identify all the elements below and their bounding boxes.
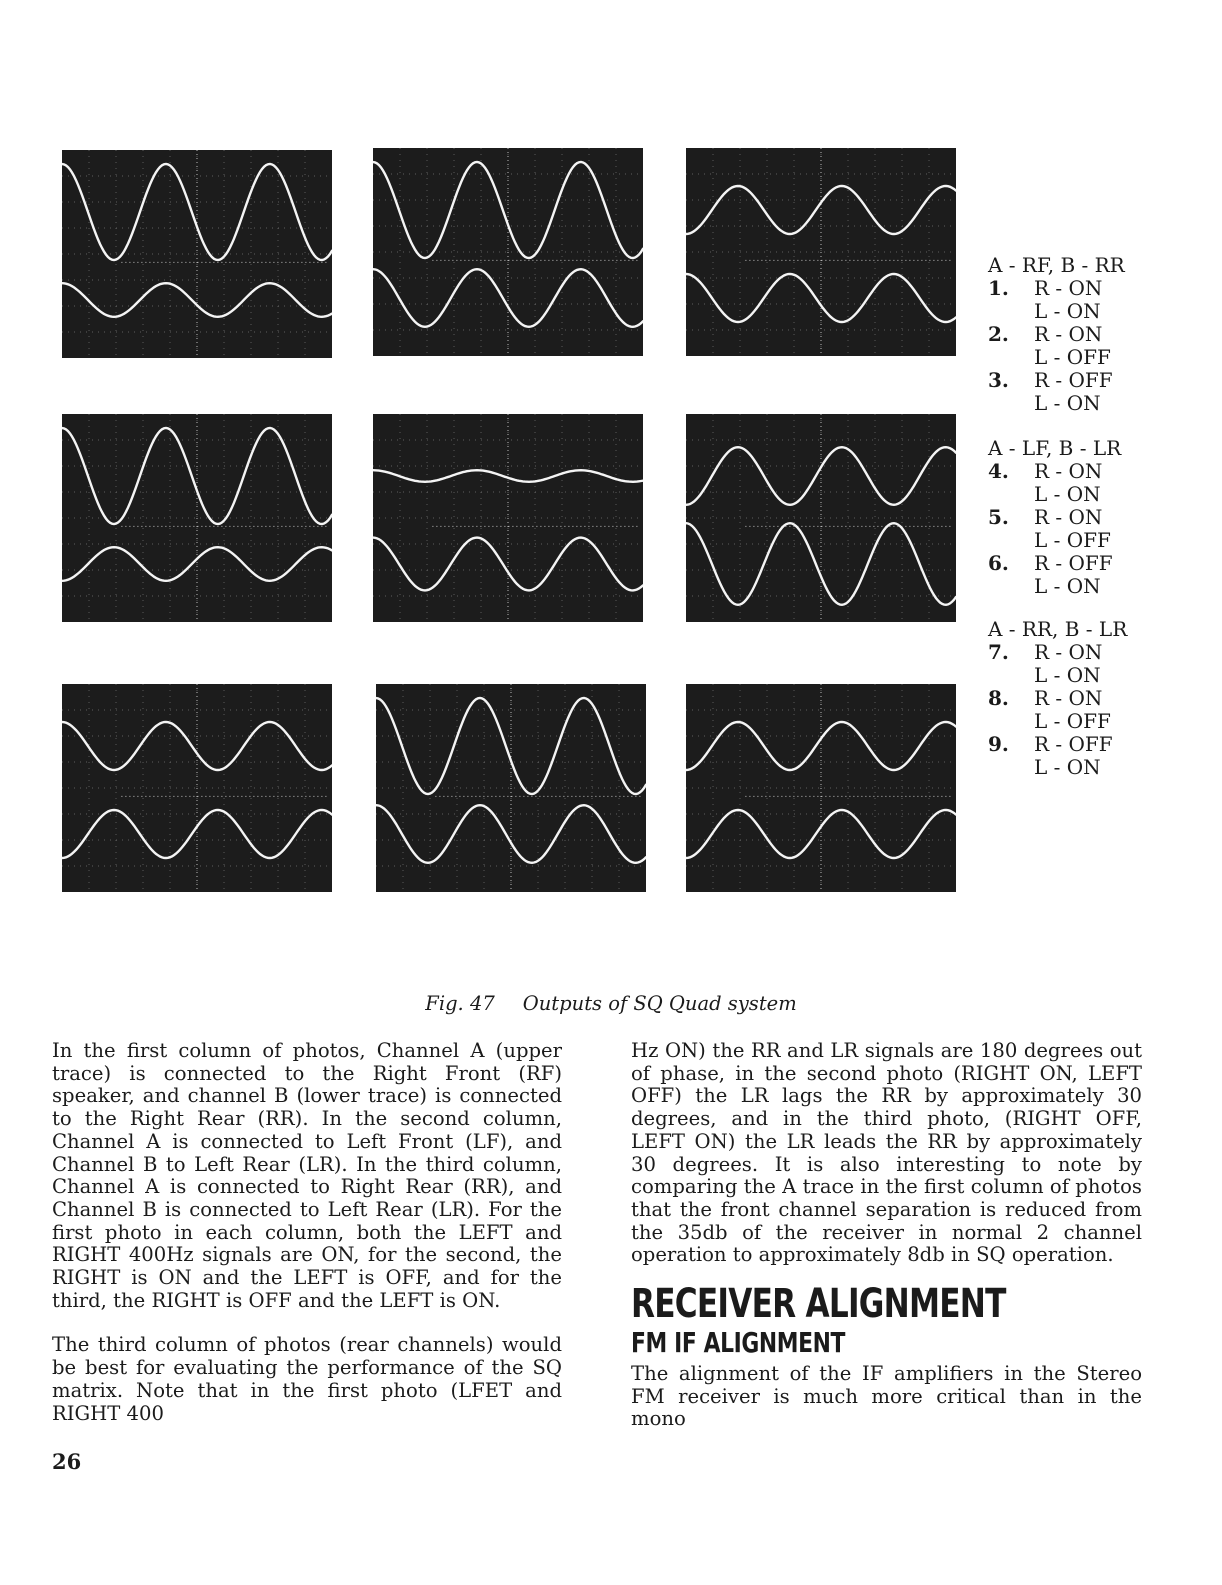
scope-photo-7 (62, 684, 332, 892)
legend-group-3 (988, 618, 1148, 779)
body-paragraph: The alignment of the IF amplifiers in the Stereo FM receiver is much more critical than in the mono (631, 1362, 1142, 1431)
legend-left-state: L - ON (1034, 755, 1101, 779)
legend-num: 7. (988, 640, 1009, 664)
right-column (631, 1040, 1142, 1431)
legend-left-state: L - ON (1034, 482, 1101, 506)
legend-head: A - LF, B - LR (988, 436, 1122, 460)
legend-group-2 (988, 437, 1148, 598)
legend-right-state: R - ON (1034, 640, 1103, 664)
legend-right-state: R - ON (1034, 322, 1103, 346)
scope-screen (686, 684, 956, 892)
figure-number: Fig. 47 (425, 992, 495, 1015)
scope-photo-6 (686, 414, 956, 622)
legend-right-state: R - OFF (1034, 368, 1113, 392)
scope-photo-1 (62, 150, 332, 358)
legend-num: 2. (988, 322, 1009, 346)
scope-screen (686, 414, 956, 622)
figure-caption (0, 992, 1222, 1015)
legend-group-1 (988, 254, 1148, 415)
scope-screen (62, 414, 332, 622)
legend-left-state: L - ON (1034, 574, 1101, 598)
section-heading: RECEIVER ALIGNMENT (631, 1281, 1006, 1328)
legend-right-state: R - ON (1034, 686, 1103, 710)
body-paragraph: Hz ON) the RR and LR signals are 180 degrees out of phase, in the second photo (RIGHT ON, LEFT OFF) the LR lags the RR by approximately 30 degrees, and in the third photo, (RIGHT OFF, LEFT ON) the LR leads the RR by approximately 30 degrees. It is also interesting to note by comparing the A trace in the first column of photos that the front channel separation is reduced from the 35db of the receiver in normal 2 channel operation to approximately 8db in SQ operation. (631, 1039, 1142, 1267)
legend-num: 3. (988, 368, 1009, 392)
legend-num: 1. (988, 276, 1009, 300)
scope-photo-8 (376, 684, 646, 892)
scope-photo-5 (373, 414, 643, 622)
scope-screen (62, 684, 332, 892)
legend-num: 5. (988, 505, 1009, 529)
legend-right-state: R - ON (1034, 276, 1103, 300)
page-number: 26 (52, 1449, 82, 1474)
legend-left-state: L - OFF (1034, 345, 1111, 369)
figure-title: Outputs of SQ Quad system (522, 992, 797, 1015)
scope-photo-3 (686, 148, 956, 356)
legend-head: A - RF, B - RR (988, 253, 1125, 277)
legend-right-state: R - OFF (1034, 732, 1113, 756)
legend-num: 6. (988, 551, 1009, 575)
scope-photo-2 (373, 148, 643, 356)
left-column (52, 1040, 562, 1425)
legend-right-state: R - OFF (1034, 551, 1113, 575)
scope-screen (62, 150, 332, 358)
scope-screen (686, 148, 956, 356)
legend-num: 8. (988, 686, 1009, 710)
legend-right-state: R - ON (1034, 459, 1103, 483)
legend-right-state: R - ON (1034, 505, 1103, 529)
scope-photo-9 (686, 684, 956, 892)
body-paragraph: The third column of photos (rear channels) would be best for evaluating the performance of the SQ matrix. Note that in the first photo (LFET and RIGHT 400 (52, 1333, 562, 1425)
legend-num: 9. (988, 732, 1009, 756)
scope-screen (376, 684, 646, 892)
legend-left-state: L - OFF (1034, 709, 1111, 733)
legend-left-state: L - ON (1034, 663, 1101, 687)
legend-left-state: L - ON (1034, 391, 1101, 415)
subsection-heading: FM IF ALIGNMENT (631, 1326, 846, 1360)
legend-left-state: L - OFF (1034, 528, 1111, 552)
legend-head: A - RR, B - LR (988, 617, 1128, 641)
scope-screen (373, 414, 643, 622)
legend-num: 4. (988, 459, 1009, 483)
body-paragraph: In the first column of photos, Channel A (upper trace) is connected to the Right Front (RF) speaker, and channel B (lower trace) is connected to the Right Rear (RR). In the second column, Channel A is connected to Left Front (LF), and Channel B to Left Rear (LR). In the third column, Channel A is connected to Right Rear (RR), and Channel B is connected to Left Rear (LR). For the first photo in each column, both the LEFT and RIGHT 400Hz signals are ON, for the second, the RIGHT is ON and the LEFT is OFF, and for the third, the RIGHT is OFF and the LEFT is ON. (52, 1039, 562, 1312)
trace-a (686, 447, 956, 505)
legend-left-state: L - ON (1034, 299, 1101, 323)
scope-photo-4 (62, 414, 332, 622)
scope-screen (373, 148, 643, 356)
